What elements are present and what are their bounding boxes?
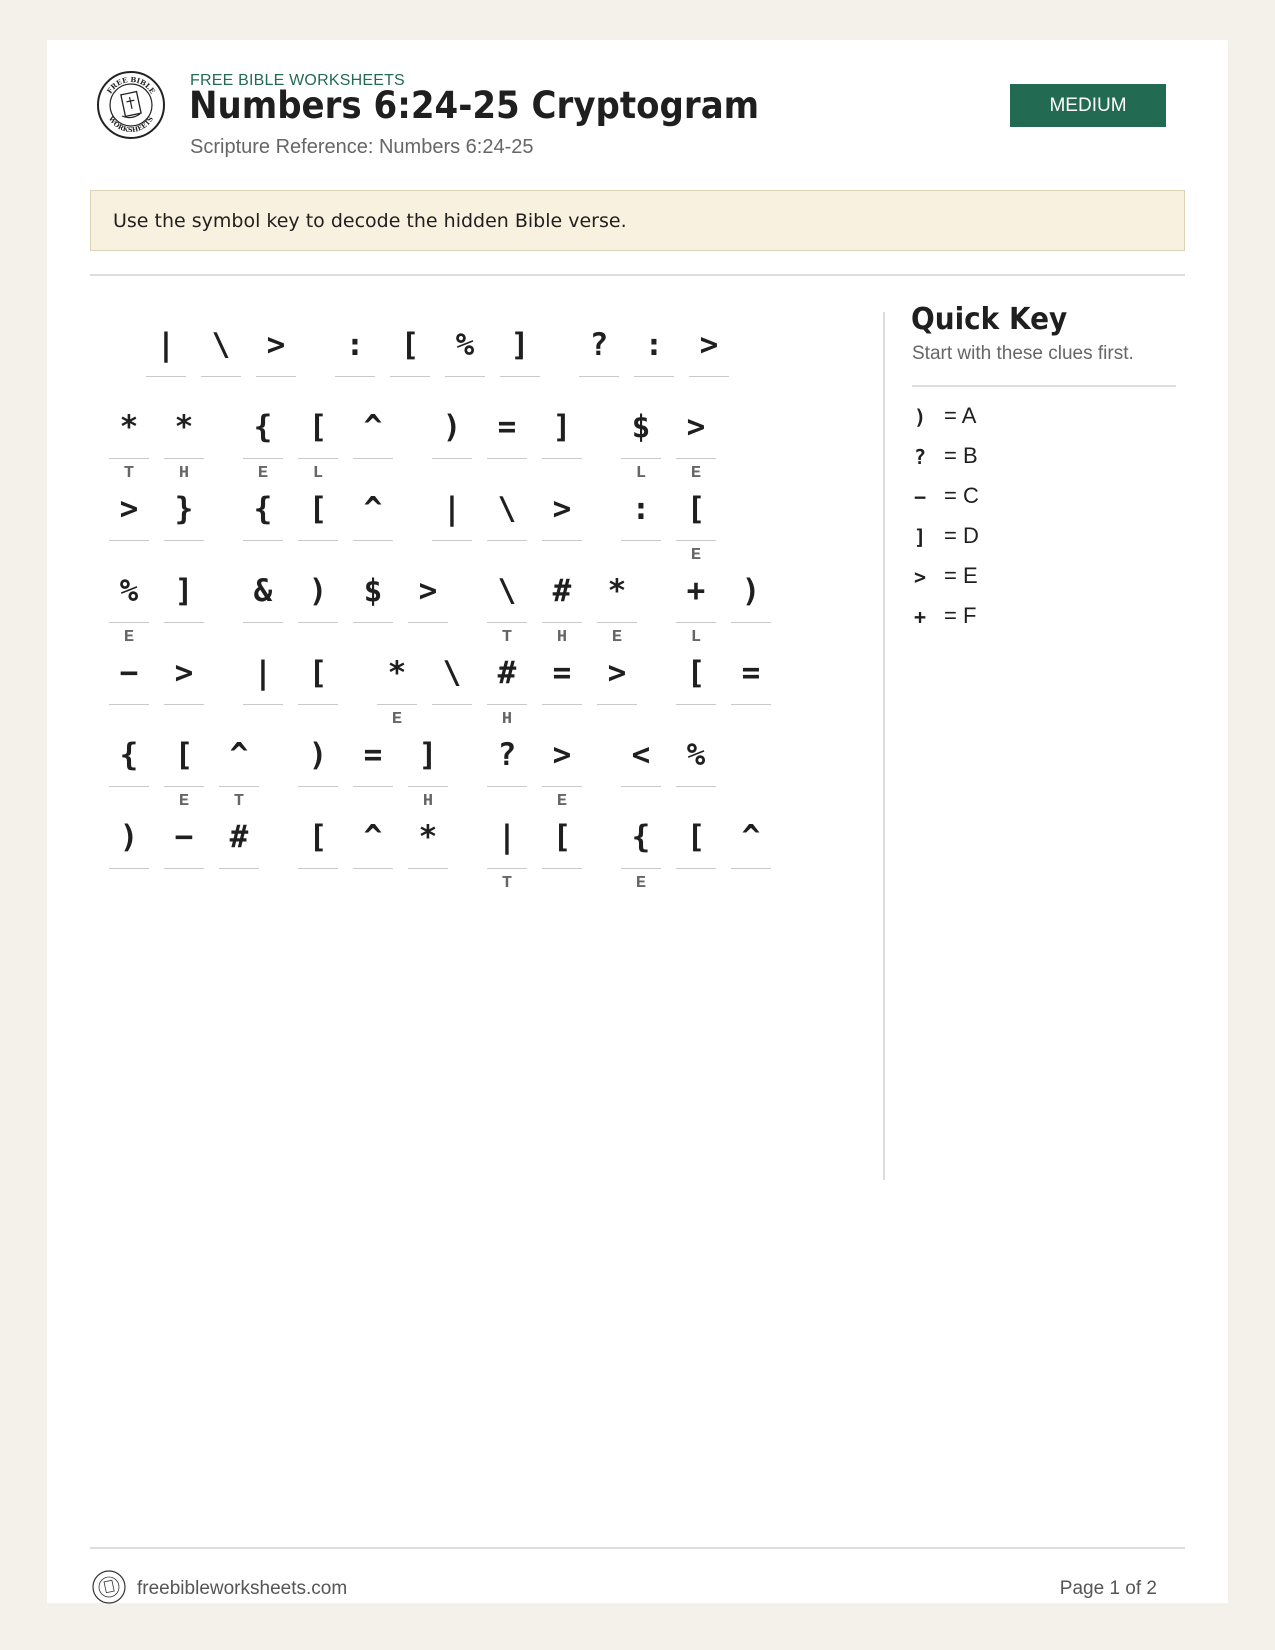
answer-line[interactable] — [731, 704, 771, 705]
hint-letter: E — [690, 464, 702, 483]
cipher-symbol: ^ — [363, 491, 383, 527]
cipher-symbol: + — [686, 573, 706, 609]
hint-letter: E — [690, 546, 702, 565]
hint-letter: H — [178, 464, 190, 483]
cipher-symbol: ] — [552, 409, 572, 445]
quick-key-title: Quick Key — [911, 302, 1068, 337]
cipher-symbol: = — [552, 655, 572, 691]
cipher-cell[interactable] — [164, 566, 204, 626]
key-entry — [912, 517, 1172, 557]
cipher-symbol: ^ — [229, 737, 249, 773]
hint-letter: E — [178, 792, 190, 811]
answer-line[interactable] — [243, 622, 283, 623]
cipher-symbol: > — [686, 409, 706, 445]
cipher-symbol: | — [497, 819, 517, 855]
cipher-symbol: = — [741, 655, 761, 691]
cipher-symbol: < — [631, 737, 651, 773]
cipher-symbol: = — [363, 737, 383, 773]
hint-letter: L — [635, 464, 647, 483]
cipher-symbol: { — [631, 819, 651, 855]
answer-line[interactable] — [634, 376, 674, 377]
answer-line[interactable] — [109, 704, 149, 705]
answer-line[interactable] — [432, 458, 472, 459]
answer-line[interactable] — [146, 376, 186, 377]
cipher-cell[interactable] — [256, 320, 296, 380]
cipher-cell[interactable] — [243, 484, 283, 544]
cipher-symbol: ? — [497, 737, 517, 773]
cipher-cell[interactable] — [164, 730, 204, 811]
scripture-reference: Scripture Reference: Numbers 6:24-25 — [190, 136, 534, 158]
cipher-cell[interactable] — [109, 812, 149, 872]
cipher-symbol: % — [119, 573, 139, 609]
page-number: Page 1 of 2 — [1059, 1578, 1157, 1599]
cipher-cell[interactable] — [432, 648, 472, 708]
cipher-cell[interactable] — [109, 566, 149, 647]
hint-letter: E — [391, 710, 403, 729]
cryptogram-grid — [47, 40, 907, 1000]
cipher-symbol: * — [387, 655, 407, 691]
answer-line[interactable] — [621, 786, 661, 787]
cipher-cell[interactable] — [353, 484, 393, 544]
cipher-symbol: \ — [497, 491, 517, 527]
answer-line[interactable] — [109, 540, 149, 541]
answer-line[interactable] — [164, 622, 204, 623]
cipher-cell[interactable] — [298, 402, 338, 483]
cipher-cell[interactable] — [243, 648, 283, 708]
answer-line[interactable] — [542, 622, 582, 623]
answer-line[interactable] — [597, 622, 637, 623]
cipher-symbol: ] — [174, 573, 194, 609]
cipher-cell[interactable] — [445, 320, 485, 380]
key-entry — [912, 437, 1172, 477]
key-symbol: ) — [913, 405, 927, 429]
cipher-cell[interactable] — [621, 484, 661, 544]
answer-line[interactable] — [298, 458, 338, 459]
answer-line[interactable] — [390, 376, 430, 377]
cipher-cell[interactable] — [621, 812, 661, 893]
cipher-cell[interactable] — [377, 648, 417, 729]
cipher-symbol: [ — [686, 655, 706, 691]
answer-line[interactable] — [487, 622, 527, 623]
answer-line[interactable] — [731, 622, 771, 623]
key-letter: = A — [944, 403, 977, 428]
answer-line[interactable] — [164, 868, 204, 869]
cipher-symbol: % — [686, 737, 706, 773]
cipher-cell[interactable] — [731, 566, 771, 626]
answer-line[interactable] — [621, 868, 661, 869]
cipher-symbol: > — [418, 573, 438, 609]
instructions-text: Use the symbol key to decode the hidden Bible verse. — [113, 209, 627, 232]
cipher-cell[interactable] — [243, 402, 283, 483]
cipher-symbol: \ — [497, 573, 517, 609]
answer-line[interactable] — [676, 622, 716, 623]
hint-letter: H — [556, 628, 568, 647]
key-symbol: > — [913, 565, 927, 589]
hint-letter: T — [501, 874, 513, 893]
cipher-symbol: $ — [363, 573, 383, 609]
cipher-cell[interactable] — [487, 648, 527, 729]
answer-line[interactable] — [542, 458, 582, 459]
answer-line[interactable] — [408, 868, 448, 869]
answer-line[interactable] — [219, 868, 259, 869]
cipher-cell[interactable] — [109, 730, 149, 790]
key-letter: = F — [944, 603, 977, 628]
hint-letter: T — [501, 628, 513, 647]
cipher-symbol: ) — [741, 573, 761, 609]
cipher-symbol: : — [644, 327, 664, 363]
cipher-cell[interactable] — [109, 648, 149, 708]
cipher-cell[interactable] — [676, 566, 716, 647]
key-symbol: ? — [913, 445, 927, 469]
cipher-symbol: { — [119, 737, 139, 773]
key-entry — [912, 397, 1172, 437]
cipher-cell[interactable] — [390, 320, 430, 380]
key-symbol: ] — [913, 525, 927, 549]
answer-line[interactable] — [542, 704, 582, 705]
answer-line[interactable] — [243, 540, 283, 541]
cipher-cell[interactable] — [579, 320, 619, 380]
cipher-symbol: > — [552, 737, 572, 773]
cipher-cell[interactable] — [109, 402, 149, 483]
hint-letter: E — [556, 792, 568, 811]
answer-line[interactable] — [445, 376, 485, 377]
cipher-symbol: [ — [686, 819, 706, 855]
cipher-symbol: { — [253, 491, 273, 527]
column-divider — [883, 312, 885, 1180]
hint-letter: T — [233, 792, 245, 811]
hint-letter: E — [123, 628, 135, 647]
cipher-cell[interactable] — [243, 566, 283, 626]
cipher-cell[interactable] — [487, 730, 527, 790]
hint-letter: E — [257, 464, 269, 483]
cipher-cell[interactable] — [298, 812, 338, 872]
cipher-symbol: \ — [442, 655, 462, 691]
cipher-cell[interactable] — [676, 402, 716, 483]
cipher-cell[interactable] — [201, 320, 241, 380]
cipher-symbol: * — [119, 409, 139, 445]
cipher-symbol: > — [266, 327, 286, 363]
cipher-cell[interactable] — [542, 648, 582, 708]
footer-divider — [90, 1547, 1185, 1549]
cipher-cell[interactable] — [731, 812, 771, 872]
hint-letter: E — [635, 874, 647, 893]
footer-website: freebibleworksheets.com — [137, 1578, 348, 1599]
page-title: Numbers 6:24-25 Cryptogram — [189, 84, 760, 127]
cipher-cell[interactable] — [542, 402, 582, 462]
answer-line[interactable] — [164, 704, 204, 705]
cipher-symbol: # — [229, 819, 249, 855]
cipher-symbol: # — [497, 655, 517, 691]
cipher-symbol: | — [156, 327, 176, 363]
answer-line[interactable] — [109, 622, 149, 623]
quick-key-subtitle: Start with these clues first. — [912, 343, 1134, 364]
answer-line[interactable] — [676, 786, 716, 787]
cipher-symbol: > — [174, 655, 194, 691]
cipher-cell[interactable] — [353, 402, 393, 462]
worksheet-page — [47, 40, 1228, 1603]
cipher-cell[interactable] — [487, 812, 527, 893]
answer-line[interactable] — [353, 540, 393, 541]
answer-line[interactable] — [109, 786, 149, 787]
answer-line[interactable] — [432, 540, 472, 541]
cipher-cell[interactable] — [676, 648, 716, 708]
answer-line[interactable] — [487, 786, 527, 787]
answer-line[interactable] — [164, 458, 204, 459]
cipher-cell[interactable] — [335, 320, 375, 380]
cipher-symbol: ) — [308, 737, 328, 773]
cipher-cell[interactable] — [408, 566, 448, 626]
cipher-symbol: * — [174, 409, 194, 445]
cipher-cell[interactable] — [542, 812, 582, 872]
cipher-symbol: = — [497, 409, 517, 445]
cipher-cell[interactable] — [408, 730, 448, 811]
key-symbol: − — [913, 485, 927, 509]
hint-letter: T — [123, 464, 135, 483]
cipher-cell[interactable] — [676, 484, 716, 565]
logo-text-bottom: WORKSHEETS — [106, 115, 156, 135]
answer-line[interactable] — [408, 786, 448, 787]
answer-line[interactable] — [487, 458, 527, 459]
cipher-cell[interactable] — [164, 812, 204, 872]
brand-label: FREE BIBLE WORKSHEETS — [190, 72, 405, 89]
answer-line[interactable] — [353, 868, 393, 869]
cipher-symbol: > — [607, 655, 627, 691]
answer-line[interactable] — [487, 704, 527, 705]
cipher-cell[interactable] — [109, 484, 149, 544]
cipher-symbol: [ — [552, 819, 572, 855]
answer-line[interactable] — [487, 540, 527, 541]
key-entry — [912, 597, 1172, 637]
cipher-symbol: − — [174, 819, 194, 855]
cipher-cell[interactable] — [146, 320, 186, 380]
cipher-symbol: ] — [510, 327, 530, 363]
cipher-cell[interactable] — [542, 566, 582, 647]
answer-line[interactable] — [353, 458, 393, 459]
cipher-symbol: \ — [211, 327, 231, 363]
answer-line[interactable] — [676, 540, 716, 541]
cipher-cell[interactable] — [542, 484, 582, 544]
footer-logo-icon — [92, 1570, 126, 1604]
answer-line[interactable] — [621, 458, 661, 459]
cipher-cell[interactable] — [500, 320, 540, 380]
cipher-symbol: [ — [400, 327, 420, 363]
cipher-symbol: [ — [308, 819, 328, 855]
cipher-symbol: [ — [174, 737, 194, 773]
cipher-cell[interactable] — [298, 566, 338, 626]
cipher-cell[interactable] — [731, 648, 771, 708]
cipher-symbol: : — [631, 491, 651, 527]
cipher-cell[interactable] — [298, 484, 338, 544]
cipher-symbol: # — [552, 573, 572, 609]
answer-line[interactable] — [353, 622, 393, 623]
cipher-cell[interactable] — [164, 648, 204, 708]
cipher-cell[interactable] — [164, 402, 204, 483]
answer-line[interactable] — [298, 622, 338, 623]
answer-line[interactable] — [298, 704, 338, 705]
cipher-cell[interactable] — [353, 566, 393, 626]
answer-line[interactable] — [256, 376, 296, 377]
cipher-symbol: { — [253, 409, 273, 445]
answer-line[interactable] — [597, 704, 637, 705]
cipher-cell[interactable] — [298, 648, 338, 708]
cipher-cell[interactable] — [597, 566, 637, 647]
cipher-symbol: } — [174, 491, 194, 527]
cipher-symbol: − — [119, 655, 139, 691]
cipher-symbol: | — [442, 491, 462, 527]
cipher-cell[interactable] — [689, 320, 729, 380]
answer-line[interactable] — [353, 786, 393, 787]
answer-line[interactable] — [731, 868, 771, 869]
cipher-symbol: [ — [686, 491, 706, 527]
cipher-symbol: ^ — [741, 819, 761, 855]
cipher-cell[interactable] — [487, 484, 527, 544]
cipher-symbol: ) — [308, 573, 328, 609]
answer-line[interactable] — [621, 540, 661, 541]
cipher-symbol: ^ — [363, 409, 383, 445]
hint-letter: H — [422, 792, 434, 811]
answer-line[interactable] — [298, 868, 338, 869]
cipher-cell[interactable] — [621, 730, 661, 790]
answer-line[interactable] — [109, 458, 149, 459]
cipher-cell[interactable] — [219, 812, 259, 872]
cipher-symbol: ] — [418, 737, 438, 773]
cipher-cell[interactable] — [298, 730, 338, 790]
logo-text-top: FREE BIBLE — [104, 74, 158, 96]
hint-letter: E — [611, 628, 623, 647]
difficulty-badge: MEDIUM — [1010, 84, 1166, 127]
cipher-symbol: ^ — [363, 819, 383, 855]
cipher-symbol: ) — [119, 819, 139, 855]
hint-letter: H — [501, 710, 513, 729]
cipher-symbol: > — [552, 491, 572, 527]
answer-line[interactable] — [201, 376, 241, 377]
cipher-symbol: > — [119, 491, 139, 527]
answer-line[interactable] — [243, 704, 283, 705]
answer-line[interactable] — [542, 540, 582, 541]
cipher-cell[interactable] — [676, 812, 716, 872]
cipher-symbol: & — [253, 573, 273, 609]
cipher-symbol: $ — [631, 409, 651, 445]
cipher-cell[interactable] — [353, 812, 393, 872]
cipher-cell[interactable] — [621, 402, 661, 483]
key-letter: = D — [944, 523, 979, 548]
cipher-symbol: | — [253, 655, 273, 691]
key-symbol: + — [913, 605, 927, 629]
hint-letter: L — [312, 464, 324, 483]
answer-line[interactable] — [487, 868, 527, 869]
cipher-cell[interactable] — [634, 320, 674, 380]
answer-line[interactable] — [676, 704, 716, 705]
cipher-symbol: [ — [308, 491, 328, 527]
cipher-symbol: > — [699, 327, 719, 363]
cipher-cell[interactable] — [408, 812, 448, 872]
cipher-symbol: ? — [589, 327, 609, 363]
cipher-cell[interactable] — [219, 730, 259, 811]
answer-line[interactable] — [164, 540, 204, 541]
answer-line[interactable] — [579, 376, 619, 377]
cipher-cell[interactable] — [597, 648, 637, 708]
key-entry — [912, 477, 1172, 517]
key-entry — [912, 557, 1172, 597]
quick-key-list — [912, 397, 1172, 637]
answer-line[interactable] — [689, 376, 729, 377]
hint-letter: L — [690, 628, 702, 647]
cipher-cell[interactable] — [487, 566, 527, 647]
cipher-cell[interactable] — [353, 730, 393, 790]
cipher-symbol: * — [418, 819, 438, 855]
cipher-symbol: * — [607, 573, 627, 609]
answer-line[interactable] — [542, 868, 582, 869]
answer-line[interactable] — [542, 786, 582, 787]
quick-key-divider — [912, 385, 1176, 387]
cipher-symbol: % — [455, 327, 475, 363]
cipher-cell[interactable] — [542, 730, 582, 811]
answer-line[interactable] — [432, 704, 472, 705]
answer-line[interactable] — [298, 540, 338, 541]
cipher-cell[interactable] — [432, 484, 472, 544]
cipher-cell[interactable] — [432, 402, 472, 462]
cipher-symbol: [ — [308, 655, 328, 691]
cipher-symbol: [ — [308, 409, 328, 445]
key-letter: = B — [944, 443, 978, 468]
answer-line[interactable] — [377, 704, 417, 705]
cipher-cell[interactable] — [487, 402, 527, 462]
answer-line[interactable] — [109, 868, 149, 869]
cipher-symbol: : — [345, 327, 365, 363]
answer-line[interactable] — [298, 786, 338, 787]
key-letter: = E — [944, 563, 978, 588]
key-letter: = C — [944, 483, 979, 508]
answer-line[interactable] — [335, 376, 375, 377]
cipher-cell[interactable] — [164, 484, 204, 544]
answer-line[interactable] — [676, 868, 716, 869]
answer-line[interactable] — [219, 786, 259, 787]
cipher-symbol: ) — [442, 409, 462, 445]
answer-line[interactable] — [164, 786, 204, 787]
answer-line[interactable] — [676, 458, 716, 459]
answer-line[interactable] — [243, 458, 283, 459]
answer-line[interactable] — [408, 622, 448, 623]
answer-line[interactable] — [500, 376, 540, 377]
cipher-cell[interactable] — [676, 730, 716, 790]
